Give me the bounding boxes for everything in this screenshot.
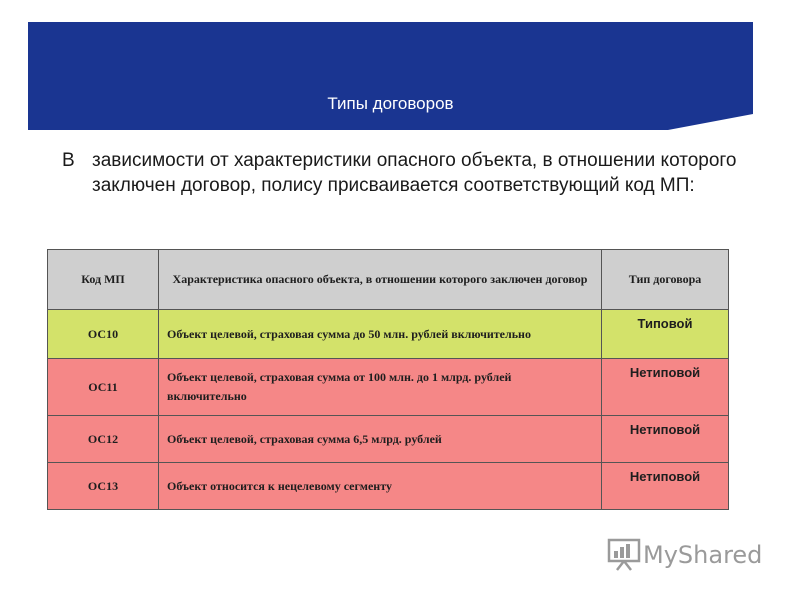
header-band xyxy=(28,22,753,130)
intro-paragraph xyxy=(62,148,792,198)
header-type: Тип договора xyxy=(602,250,729,310)
mp-code-table xyxy=(47,249,729,510)
myshared-watermark xyxy=(607,536,791,572)
row-code: ОС13 xyxy=(48,463,159,510)
table-row xyxy=(48,310,729,359)
table-row xyxy=(48,463,729,510)
table-row xyxy=(48,359,729,416)
slide-title: Типы договоров xyxy=(327,94,454,113)
row-description: Объект целевой, страховая сумма от 100 млн. до 1 млрд. рублей включительно xyxy=(159,359,602,416)
row-type: Нетиповой xyxy=(602,416,729,463)
row-description: Объект целевой, страховая сумма до 50 млн. рублей включительно xyxy=(159,310,602,359)
row-code: ОС11 xyxy=(48,359,159,416)
svg-text:MyShared: MyShared xyxy=(643,541,763,569)
row-description: Объект целевой, страховая сумма 6,5 млрд. рублей xyxy=(159,416,602,463)
presentation-board-icon xyxy=(607,537,641,571)
row-code: ОС10 xyxy=(48,310,159,359)
header-code: Код МП xyxy=(48,250,159,310)
row-type: Нетиповой xyxy=(602,359,729,416)
myshared-logo-wordmark xyxy=(641,537,791,571)
header-description: Характеристика опасного объекта, в отношении которого заключен договор xyxy=(159,250,602,310)
intro-lead-word: В xyxy=(62,150,75,171)
row-type: Типовой xyxy=(602,310,729,359)
table-row xyxy=(48,416,729,463)
row-code: ОС12 xyxy=(48,416,159,463)
intro-text: зависимости от характеристики опасного объекта, в отношении которого заключен договор, полису присваивается соответствующий код МП: xyxy=(92,150,737,196)
row-description: Объект относится к нецелевому сегменту xyxy=(159,463,602,510)
table-header-row xyxy=(48,250,729,310)
row-type: Нетиповой xyxy=(602,463,729,510)
